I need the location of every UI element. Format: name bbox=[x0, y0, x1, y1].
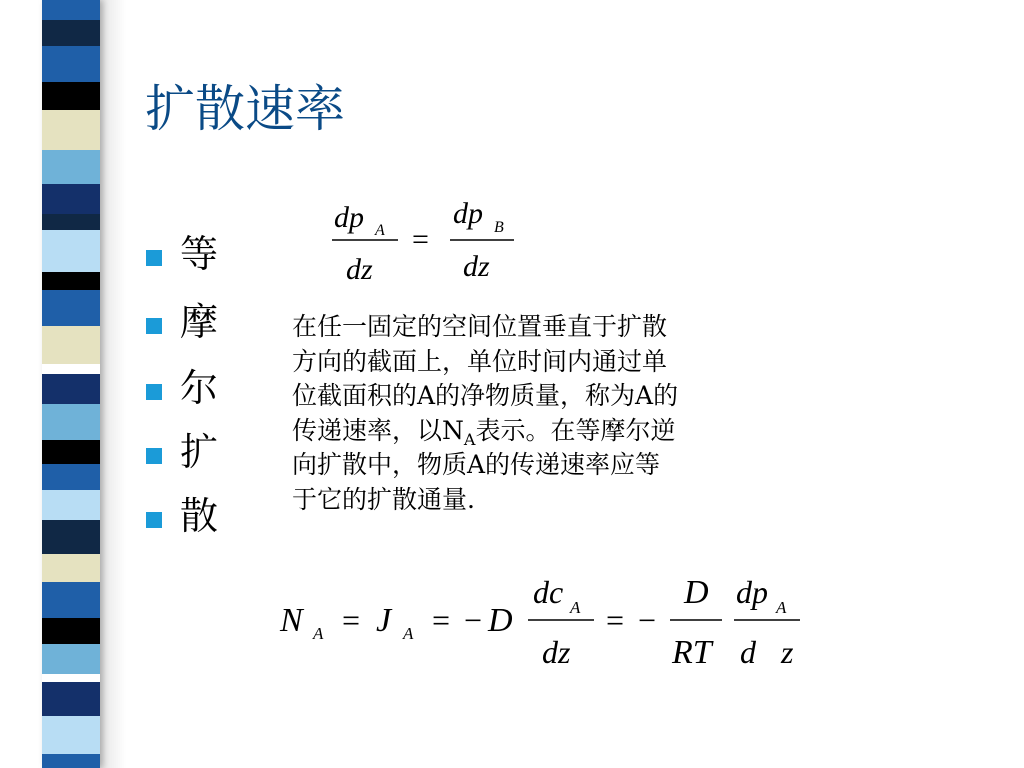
slide-title: 扩散速率 bbox=[145, 80, 345, 138]
bullet-item bbox=[146, 368, 246, 408]
eq-bottom-j-sub: A bbox=[403, 624, 414, 643]
stripe-band bbox=[42, 440, 100, 464]
stripe-band bbox=[42, 184, 100, 214]
stripe-band bbox=[42, 618, 100, 644]
equation-top bbox=[320, 196, 530, 296]
eq-top-rhs-den: dz bbox=[463, 250, 490, 283]
stripe-band bbox=[42, 20, 100, 46]
eq-bottom-equals-2: = bbox=[432, 602, 451, 638]
stripe-band bbox=[42, 490, 100, 520]
stripe-band bbox=[42, 0, 100, 20]
eq-top-equals: = bbox=[412, 223, 429, 256]
bullet-text: 等 bbox=[180, 232, 219, 276]
stripe-band bbox=[42, 520, 100, 554]
eq-bottom-f3-den-z: z bbox=[781, 634, 794, 670]
stripe-band bbox=[42, 46, 100, 82]
eq-top-lhs-num: dp bbox=[334, 201, 364, 234]
eq-top-rhs-num-sub: B bbox=[494, 219, 504, 236]
bullet-square-icon bbox=[146, 512, 162, 528]
stripe-band bbox=[42, 110, 100, 150]
bullet-square-icon bbox=[146, 318, 162, 334]
paragraph-line: 向扩散中，物质A的传递速率应等 bbox=[292, 450, 661, 479]
stripe-band bbox=[42, 716, 100, 754]
eq-bottom-f3-num-sub: A bbox=[776, 598, 787, 617]
bullet-item bbox=[146, 302, 246, 342]
eq-top-lhs-num-sub: A bbox=[375, 222, 385, 239]
eq-bottom-f1-den: dz bbox=[542, 634, 571, 670]
stripe-band bbox=[42, 644, 100, 674]
eq-bottom-f3-den-d: d bbox=[740, 634, 756, 670]
stripe-band bbox=[42, 272, 100, 290]
stripe-band bbox=[42, 674, 100, 682]
eq-bottom-f2-den: RT bbox=[672, 634, 712, 671]
eq-bottom-equals-3: = bbox=[606, 602, 625, 638]
eq-bottom-minus-2: − bbox=[638, 602, 657, 638]
stripe-band bbox=[42, 682, 100, 716]
eq-top-rhs-num: dp bbox=[453, 197, 483, 230]
paragraph-text: 传递速率，以N bbox=[292, 415, 464, 445]
paragraph-text: 表示。在等摩尔逆 bbox=[475, 415, 676, 445]
bullet-item bbox=[146, 496, 246, 536]
paragraph-subscript: A bbox=[463, 429, 476, 449]
stripe-band bbox=[42, 150, 100, 184]
decorative-stripe bbox=[42, 0, 100, 768]
bullet-text: 散 bbox=[180, 494, 219, 538]
eq-bottom-minus-1: − bbox=[464, 602, 483, 638]
eq-bottom-equals-1: = bbox=[342, 602, 361, 638]
eq-bottom-j: J bbox=[376, 602, 392, 639]
stripe-band bbox=[42, 582, 100, 618]
stripe-band bbox=[42, 82, 100, 110]
stripe-band bbox=[42, 754, 100, 768]
paragraph-line bbox=[292, 414, 832, 449]
stripe-band bbox=[42, 374, 100, 404]
equation-bottom bbox=[276, 572, 816, 672]
eq-bottom-n-sub: A bbox=[313, 624, 324, 643]
stripe-band bbox=[42, 326, 100, 364]
stripe-band bbox=[42, 230, 100, 272]
stripe-band bbox=[42, 364, 100, 374]
stripe-shadow bbox=[100, 0, 126, 768]
stripe-band bbox=[42, 554, 100, 582]
stripe-band bbox=[42, 290, 100, 326]
eq-bottom-f1-num: dc bbox=[533, 574, 564, 610]
paragraph-line: 在任一固定的空间位置垂直于扩散 bbox=[292, 312, 668, 341]
bullet-square-icon bbox=[146, 384, 162, 400]
bullet-square-icon bbox=[146, 250, 162, 266]
bullet-item bbox=[146, 432, 246, 472]
eq-bottom-f2-num: D bbox=[684, 574, 709, 611]
paragraph-line: 方向的截面上，单位时间内通过单 bbox=[292, 346, 668, 376]
paragraph-line: 位截面积的A的净物质量，称为A的 bbox=[292, 381, 679, 410]
stripe-band bbox=[42, 464, 100, 490]
bullet-text: 尔 bbox=[180, 366, 219, 410]
eq-top-lhs-den: dz bbox=[346, 253, 373, 286]
description-paragraph bbox=[292, 310, 832, 517]
paragraph-line: 于它的扩散通量. bbox=[292, 484, 475, 514]
stripe-band bbox=[42, 214, 100, 230]
bullet-item bbox=[146, 234, 246, 274]
stripe-band bbox=[42, 404, 100, 440]
eq-bottom-d: D bbox=[488, 602, 513, 639]
bullet-square-icon bbox=[146, 448, 162, 464]
eq-bottom-f1-num-sub: A bbox=[570, 598, 581, 617]
eq-bottom-f3-num: dp bbox=[736, 574, 768, 610]
bullet-text: 扩 bbox=[180, 430, 219, 474]
eq-bottom-n: N bbox=[280, 602, 303, 639]
bullet-text: 摩 bbox=[180, 300, 219, 344]
